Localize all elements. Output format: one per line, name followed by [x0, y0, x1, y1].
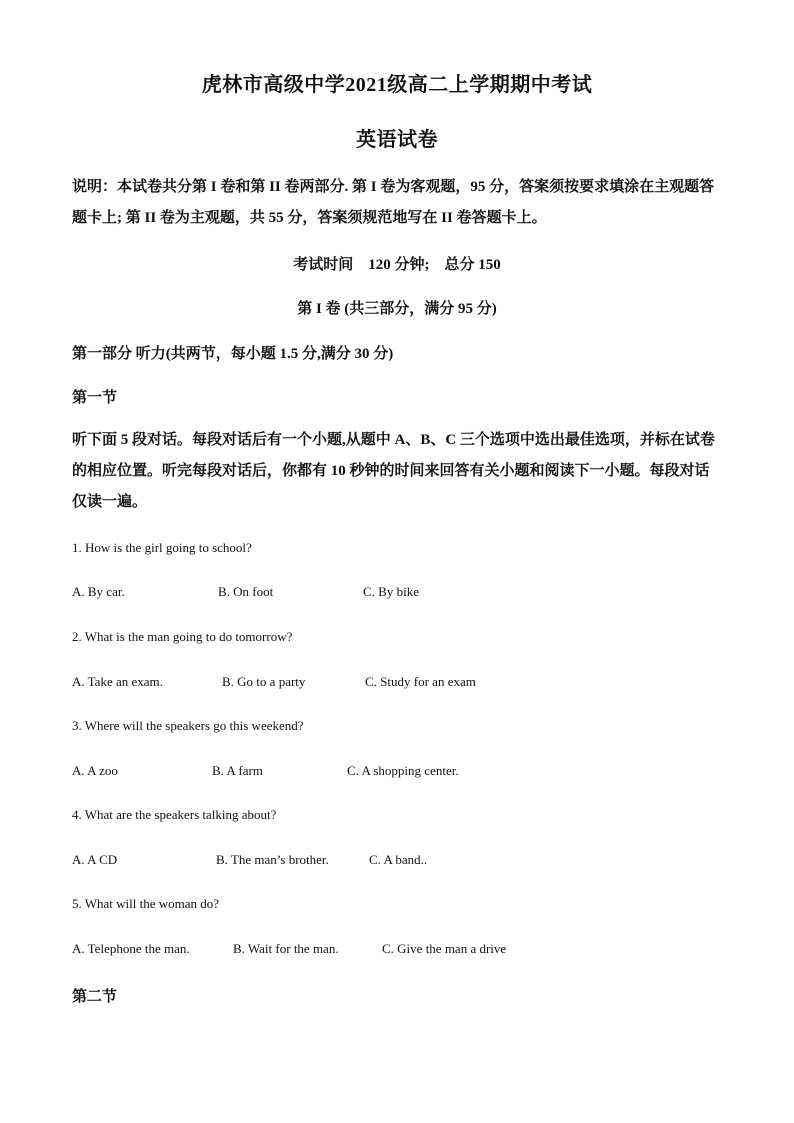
section-one-instructions: 听下面 5 段对话。每段对话后有一个小题,从题中 A、B、C 三个选项中选出最佳选项，并标在试卷的相应位置。听完每段对话后，你都有 10 秒钟的时间来回答有关小题和阅读下一小题。每段对话仅读一遍。	[72, 432, 715, 510]
question-1-option-a: A. By car.	[72, 584, 125, 599]
question-1-option-c: C. By bike	[363, 584, 419, 599]
exam-note: 说明：本试卷共分第 I 卷和第 II 卷两部分. 第 I 卷为客观题，95 分，答案须按要求填涂在主观题答题卡上; 第 II 卷为主观题，共 55 分，答案须规范地写在 II 卷答题卡上。	[72, 179, 715, 226]
exam-time: 考试时间 120 分钟; 总分 150	[293, 257, 501, 273]
question-4-option-b: B. The man’s brother.	[216, 852, 329, 867]
question-4-option-c: C. A band..	[369, 852, 428, 867]
question-2-option-c: C. Study for an exam	[365, 674, 476, 689]
question-2: 2. What is the man going to do tomorrow?	[72, 629, 293, 644]
question-2-option-a: A. Take an exam.	[72, 674, 163, 689]
exam-title: 虎林市高级中学2021级高二上学期期中考试	[201, 74, 593, 96]
part-one-title: 第一部分 听力(共两节，每小题 1.5 分,满分 30 分)	[72, 346, 394, 362]
volume-one-heading: 第 I 卷 (共三部分，满分 95 分)	[297, 301, 497, 317]
section-two-title: 第二节	[72, 989, 118, 1005]
question-5: 5. What will the woman do?	[72, 896, 220, 911]
question-3-option-a: A. A zoo	[72, 763, 118, 778]
question-5-option-c: C. Give the man a drive	[382, 941, 507, 956]
question-5-option-b: B. Wait for the man.	[233, 941, 339, 956]
question-1: 1. How is the girl going to school?	[72, 540, 252, 555]
question-3-option-b: B. A farm	[212, 763, 263, 778]
exam-subtitle: 英语试卷	[356, 129, 438, 151]
question-2-option-b: B. Go to a party	[222, 674, 306, 689]
question-3-option-c: C. A shopping center.	[347, 763, 459, 778]
section-one-title: 第一节	[72, 390, 118, 406]
question-1-option-b: B. On foot	[218, 584, 274, 599]
question-4: 4. What are the speakers talking about?	[72, 807, 277, 822]
question-3: 3. Where will the speakers go this weekend?	[72, 718, 304, 733]
question-5-option-a: A. Telephone the man.	[72, 941, 190, 956]
question-4-option-a: A. A CD	[72, 852, 118, 867]
